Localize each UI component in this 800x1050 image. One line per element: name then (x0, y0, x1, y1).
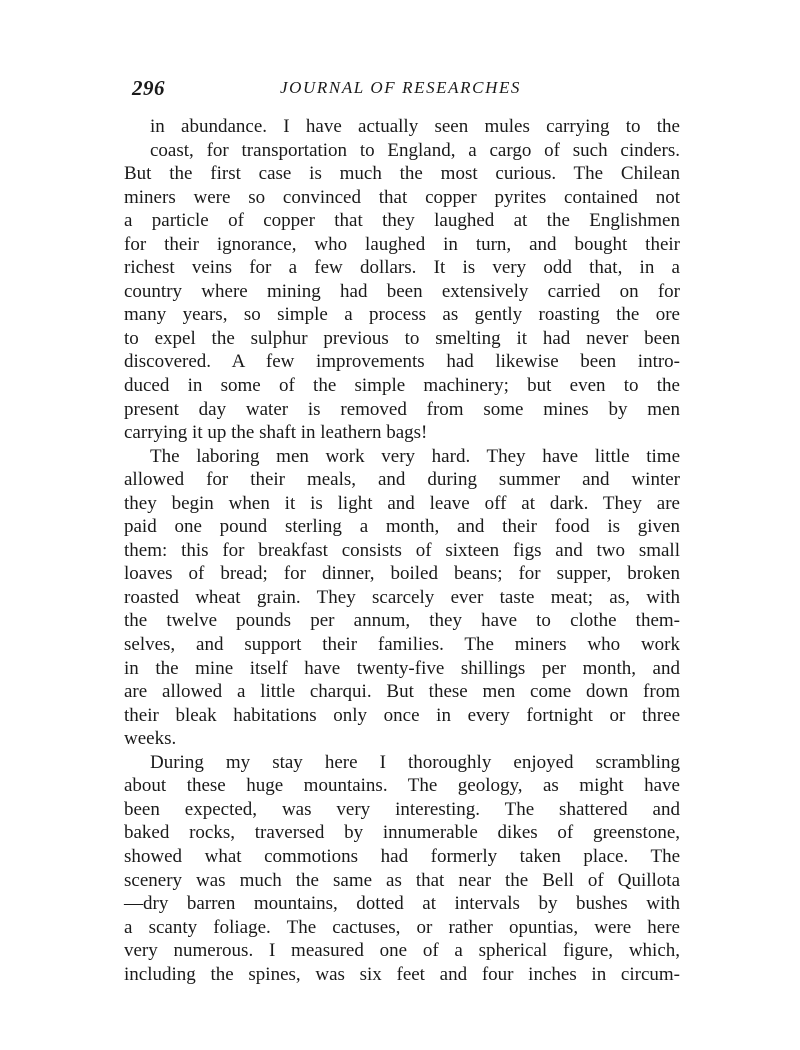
text-line: very numerous. I measured one of a spherical figure, which, (124, 940, 680, 962)
text-line: they begin when it is light and leave off at dark. They are (124, 492, 680, 514)
text-line: a scanty foliage. The cactuses, or rather opuntias, were here (124, 916, 680, 938)
text-line: —dry barren mountains, dotted at intervals by bushes with (124, 893, 680, 915)
page-header (132, 76, 680, 104)
text-line: The laboring men work very hard. They have little time (150, 445, 680, 467)
text-line: selves, and support their families. The miners who work (124, 634, 680, 656)
text-line: weeks. (124, 728, 177, 750)
text-line: miners were so convinced that copper pyrites contained not (124, 186, 680, 208)
text-line: duced in some of the simple machinery; but even to the (124, 375, 680, 397)
text-line: present day water is removed from some mines by men (124, 398, 680, 420)
text-line: roasted wheat grain. They scarcely ever taste meat; as, with (124, 586, 680, 608)
text-line: to expel the sulphur previous to smelting it had never been (124, 327, 680, 349)
text-line: paid one pound sterling a month, and their food is given (124, 516, 680, 538)
text-line: in abundance. I have actually seen mules carrying to the (150, 116, 680, 137)
text-line: for their ignorance, who laughed in turn, and bought their (124, 233, 680, 255)
text-line: country where mining had been extensively carried on for (124, 280, 680, 302)
text-line: been expected, was very interesting. The shattered and (124, 798, 680, 820)
body-text (124, 115, 680, 986)
text-line: discovered. A few improvements had likewise been intro- (124, 351, 680, 373)
text-line: scenery was much the same as that near the Bell of Quillota (124, 869, 680, 891)
text-line: coast, for transportation to England, a cargo of such cinders. (150, 139, 680, 161)
text-line: the twelve pounds per annum, they have to clothe them- (124, 610, 680, 632)
text-line: loaves of bread; for dinner, boiled beans; for supper, broken (124, 563, 680, 585)
text-line: including the spines, was six feet and four inches in circum- (124, 963, 680, 985)
text-line: carrying it up the shaft in leathern bags! (124, 422, 428, 444)
text-line: During my stay here I thoroughly enjoyed scrambling (150, 751, 680, 773)
page-number: 296 (132, 76, 165, 100)
text-line: in the mine itself have twenty-five shillings per month, and (124, 657, 680, 679)
text-line: about these huge mountains. The geology, as might have (124, 775, 680, 797)
running-head: JOURNAL OF RESEARCHES (280, 78, 522, 97)
text-line: richest veins for a few dollars. It is very odd that, in a (124, 257, 680, 279)
text-line: baked rocks, traversed by innumerable dikes of greenstone, (124, 822, 680, 844)
text-line: many years, so simple a process as gently roasting the ore (124, 304, 680, 326)
text-line: But the first case is much the most curious. The Chilean (124, 163, 680, 185)
text-line: a particle of copper that they laughed at the Englishmen (124, 210, 680, 232)
text-line: them: this for breakfast consists of sixteen figs and two small (124, 539, 680, 561)
text-line: showed what commotions had formerly taken place. The (124, 845, 680, 867)
text-line: allowed for their meals, and during summer and winter (124, 469, 680, 491)
text-line: their bleak habitations only once in every fortnight or three (124, 704, 680, 726)
text-line: are allowed a little charqui. But these men come down from (124, 681, 680, 703)
